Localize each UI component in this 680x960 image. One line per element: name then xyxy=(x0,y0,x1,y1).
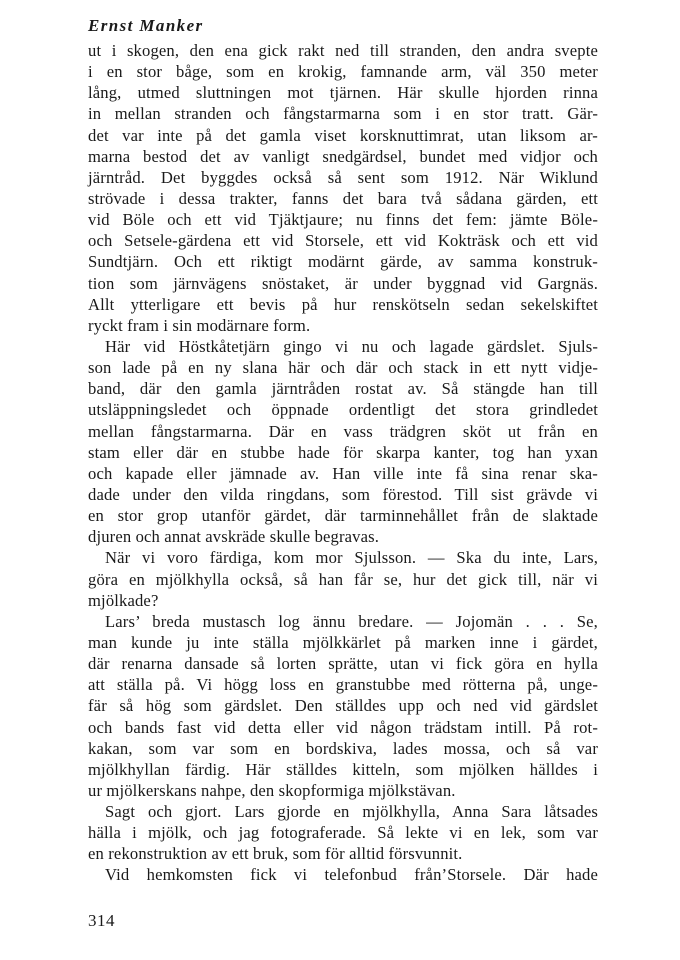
text-line: marna bestod det av vanligt snedgärdsel, bundet med vidjor och xyxy=(88,146,598,166)
running-head-author: Ernst Manker xyxy=(88,16,204,35)
text-line: och kapade eller jämnade av. Han ville inte få sina renar ska- xyxy=(88,463,598,483)
text-line: mellan fångstarmarna. Där en vass trädgren sköt ut från en xyxy=(88,421,598,441)
text-line: ur mjölkerskans nahpe, den skopformiga mjölkstävan. xyxy=(88,780,456,800)
text-line: stam eller där en stubbe hade för skarpa kanter, tog han yxan xyxy=(88,442,598,462)
text-line: utsläppningsledet och öppnade ordentligt det stora grindledet xyxy=(88,400,598,420)
text-line: en rekonstruktion av ett bruk, som för alltid försvunnit. xyxy=(88,844,463,864)
text-line: mjölkade? xyxy=(88,590,159,610)
text-line: järntråd. Det byggdes också så sent som 1912. När Wiklund xyxy=(88,167,598,187)
text-line: vid Böle och ett vid Tjäktjaure; nu finns det fem: jämte Böle- xyxy=(88,210,598,230)
text-line: göra en mjölkhylla också, så han får se, hur det gick till, när vi xyxy=(88,569,598,589)
text-line: dade under den vilda ringdans, som förestod. Till sist grävde vi xyxy=(88,484,598,504)
text-line: strövade i dessa trakter, fanns det bara två sådana gärden, ett xyxy=(88,188,598,208)
text-line: att ställa på. Vi högg loss en granstubbe med rötterna på, unge- xyxy=(88,675,598,695)
text-line: hälla i mjölk, och jag fotograferade. Så lekte vi en lek, som var xyxy=(88,823,598,843)
text-line: Här vid Höstkåtetjärn gingo vi nu och lagade gärdslet. Sjuls- xyxy=(105,336,598,356)
text-line: Vid hemkomsten fick vi telefonbud från’Storsele. Där hade xyxy=(105,865,598,885)
text-line: band, där den gamla järntråden rostat av. Så stängde han till xyxy=(88,379,598,399)
text-line: man kunde ju inte ställa mjölkkärlet på marken inne i gärdet, xyxy=(88,632,598,652)
text-line: en stor grop utanför gärdet, där tarminnehållet från de slaktade xyxy=(88,506,598,526)
page-number: 314 xyxy=(88,911,115,930)
text-line: det var inte på det gamla viset korsknuttimrat, utan liksom ar- xyxy=(88,125,598,145)
text-line: ut i skogen, den ena gick rakt ned till stranden, den andra svepte xyxy=(88,41,598,60)
text-line: Allt ytterligare ett bevis på hur renskötseln sedan sekelskiftet xyxy=(88,294,598,314)
text-line: Lars’ breda mustasch log ännu bredare. — Jojomän . . . Se, xyxy=(105,611,598,631)
text-line: djuren och annat avskräde skulle begravas. xyxy=(88,527,380,547)
text-line: där renarna dansade så lorten sprätte, utan vi fick göra en hylla xyxy=(88,654,598,674)
text-line: Sagt och gjort. Lars gjorde en mjölkhylla, Anna Sara låtsades xyxy=(105,802,598,822)
text-line: ryckt fram i sin modärnare form. xyxy=(88,315,311,335)
text-line: fär så hög som gärdslet. Den ställdes upp och ned vid gärdslet xyxy=(88,696,598,716)
text-line: in mellan stranden och fångstarmarna som i en stor tratt. Gär- xyxy=(88,104,598,124)
text-line: i en stor båge, som en krokig, famnande arm, väl 350 meter xyxy=(88,62,598,82)
text-line: och bands fast vid detta eller vid någon trädstam intill. På rot- xyxy=(88,717,598,737)
text-line: mjölkhyllan färdig. Här ställdes kitteln, som mjölken hälldes i xyxy=(88,759,598,779)
text-line: Sundtjärn. Och ett riktigt modärnt gärde, av samma konstruk- xyxy=(88,252,598,272)
text-line: son lade på en ny slana här och där och stack in ett nytt vidje- xyxy=(88,358,598,378)
text-line: tion som järnvägens snöstaket, är under byggnad vid Gargnäs. xyxy=(88,273,598,293)
text-line: kakan, som var som en bordskiva, lades mossa, och så var xyxy=(88,738,598,758)
text-line: och Setsele-gärdena ett vid Storsele, ett vid Kokträsk och ett vid xyxy=(88,231,598,251)
text-line: När vi voro färdiga, kom mor Sjulsson. — Ska du inte, Lars, xyxy=(105,548,598,568)
text-line: lång, utmed sluttningen mot tjärnen. Här skulle hjorden rinna xyxy=(88,83,598,103)
body-text xyxy=(88,40,598,886)
